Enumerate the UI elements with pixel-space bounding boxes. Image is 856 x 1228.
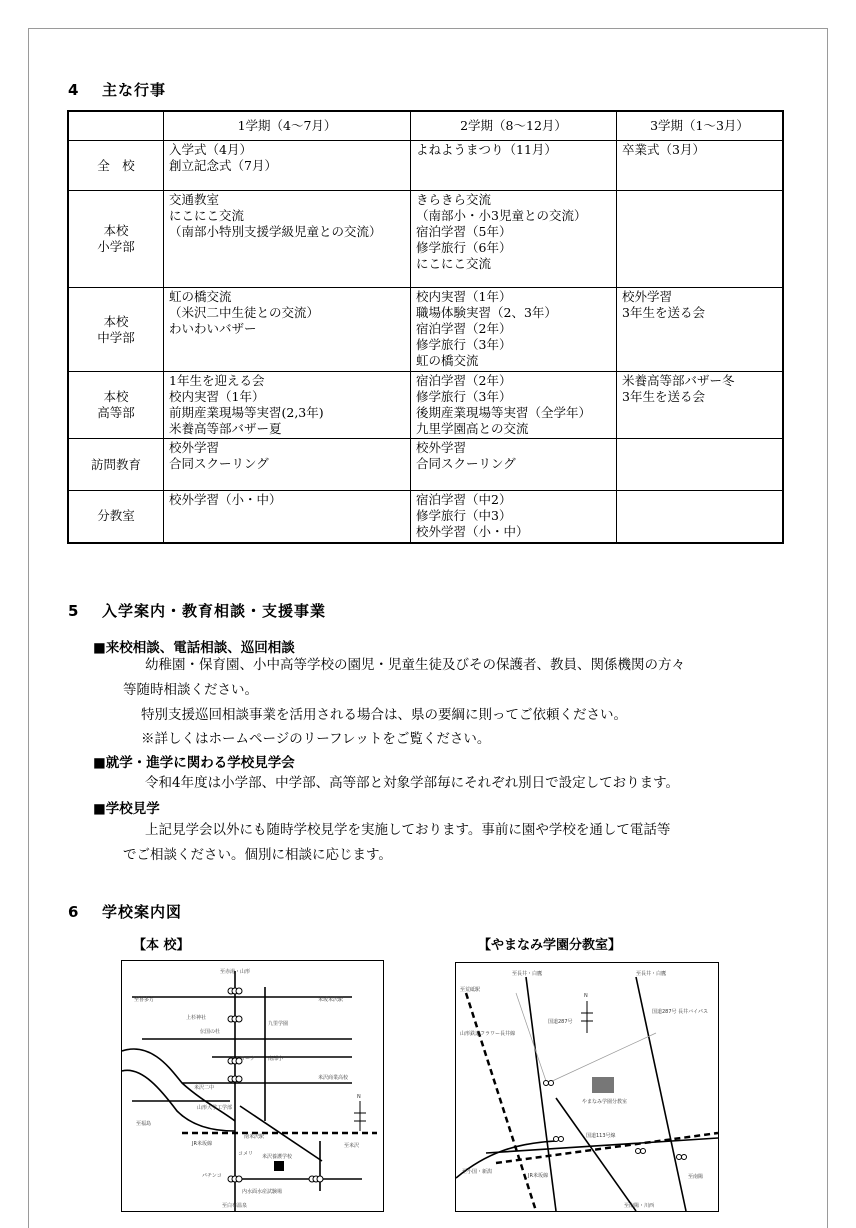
table-cell bbox=[617, 372, 784, 439]
table-cell bbox=[411, 288, 617, 372]
map1-label: 伝国の杜 bbox=[200, 1029, 221, 1035]
row-label-line: 本校 bbox=[103, 389, 129, 404]
branch-school-map bbox=[455, 962, 719, 1212]
paragraph: 等随時相談ください。 bbox=[123, 682, 258, 698]
table-cell bbox=[164, 288, 411, 372]
table-cell bbox=[617, 141, 784, 191]
column-header: 3学期（1～3月） bbox=[617, 111, 784, 141]
row-header-cell bbox=[68, 288, 164, 372]
map-label-main-school: 【本 校】 bbox=[133, 938, 190, 953]
paragraph: ※詳しくはホームページのリーフレットをご覧ください。 bbox=[141, 731, 491, 747]
table-row bbox=[68, 372, 783, 439]
event-line: にこにこ交流 bbox=[169, 208, 245, 223]
map1-label: ヨーク bbox=[240, 1056, 256, 1062]
main-school-map bbox=[121, 960, 384, 1212]
map1-label: 至福島 bbox=[136, 1121, 152, 1127]
event-line: 米養高等部バザー夏 bbox=[169, 421, 282, 436]
map1-label: 九里学園 bbox=[268, 1021, 289, 1027]
event-line: 1年生を迎える会 bbox=[169, 373, 265, 388]
section-5-heading bbox=[68, 600, 326, 621]
event-line: 校外学習 bbox=[416, 440, 467, 455]
event-line: （南部小・小3児童との交流） bbox=[416, 208, 587, 223]
map1-label: 米沢二中 bbox=[194, 1085, 215, 1091]
subheading-tour-events: ■就学・進学に関わる学校見学会 bbox=[93, 755, 295, 771]
row-label-line: 中学部 bbox=[97, 329, 135, 345]
event-line: 虹の橋交流 bbox=[416, 353, 479, 368]
map1-label: 至白布温泉 bbox=[222, 1203, 248, 1209]
event-line: 校外学習（小・中） bbox=[169, 492, 282, 507]
map2-north: N bbox=[584, 993, 588, 999]
map1-north: N bbox=[357, 1094, 361, 1100]
section-number: 4 bbox=[68, 81, 80, 99]
event-line: 3年生を送る会 bbox=[622, 389, 705, 404]
table-row bbox=[68, 439, 783, 491]
row-label-line: 高等部 bbox=[97, 405, 135, 420]
event-line: 虹の橋交流 bbox=[169, 289, 232, 304]
map1-label: 南米沢駅 bbox=[244, 1134, 265, 1140]
event-line: きらきら交流 bbox=[416, 192, 492, 207]
column-header bbox=[68, 111, 164, 141]
subheading-school-visit: ■学校見学 bbox=[93, 801, 160, 817]
event-line: 修学旅行（3年） bbox=[416, 389, 512, 404]
paragraph: 令和4年度は小学部、中学部、高等部と対象学部毎にそれぞれ別日で設定しております。 bbox=[145, 775, 680, 791]
event-line: 前期産業現場等実習(2,3年) bbox=[169, 405, 324, 420]
event-line: 職場体験実習（2、3年） bbox=[416, 305, 557, 320]
section-number: 5 bbox=[68, 602, 80, 620]
table-cell bbox=[617, 288, 784, 372]
event-line: 宿泊学習（2年） bbox=[416, 373, 512, 388]
section-title: 学校案内図 bbox=[102, 903, 183, 921]
map-label-branch: 【やまなみ学園分教室】 bbox=[478, 938, 622, 953]
table-row bbox=[68, 191, 783, 288]
table-cell bbox=[617, 491, 784, 543]
event-line: 合同スクーリング bbox=[169, 456, 269, 471]
table-cell bbox=[164, 372, 411, 439]
table-cell bbox=[617, 191, 784, 288]
table-cell bbox=[411, 191, 617, 288]
map2-label: 国道113号線 bbox=[586, 1133, 616, 1139]
row-label-line: 訪問教育 bbox=[90, 456, 141, 472]
table-cell bbox=[164, 191, 411, 288]
map1-label: JR米坂線 bbox=[192, 1141, 212, 1147]
event-line: 創立記念式（7月） bbox=[169, 158, 277, 173]
event-line: 修学旅行（6年） bbox=[416, 240, 512, 255]
section-number: 6 bbox=[68, 903, 80, 921]
column-header: 1学期（4～7月） bbox=[164, 111, 411, 141]
map2-label: 山形鉄道フラワー長井線 bbox=[460, 1031, 516, 1037]
row-header-cell bbox=[68, 191, 164, 288]
event-line: にこにこ交流 bbox=[416, 256, 492, 271]
row-label-line: 本校 bbox=[103, 223, 129, 238]
event-line: 校外学習 bbox=[622, 289, 673, 304]
row-label-line: 本校 bbox=[103, 313, 129, 329]
paragraph: 上記見学会以外にも随時学校見学を実施しております。事前に園や学校を通して電話等 bbox=[145, 822, 671, 838]
map2-label: JR米坂線 bbox=[528, 1173, 548, 1179]
event-line: 交通教室 bbox=[169, 192, 220, 207]
map1-label: パチンコ bbox=[202, 1173, 222, 1179]
table-cell bbox=[164, 491, 411, 543]
event-line: 宿泊学習（2年） bbox=[416, 321, 512, 336]
event-line: 入学式（4月） bbox=[169, 142, 252, 157]
paragraph: でご相談ください。個別に相談に応じます。 bbox=[123, 847, 392, 863]
main-school-map-drawing bbox=[122, 961, 383, 1211]
table-cell bbox=[411, 141, 617, 191]
row-header-cell bbox=[68, 491, 164, 543]
row-header-cell bbox=[68, 439, 164, 491]
row-header-cell bbox=[68, 141, 164, 191]
map2-label: 至長井・白鷹 bbox=[636, 971, 667, 977]
table-cell bbox=[164, 439, 411, 491]
map1-label: 内水面水産試験場 bbox=[242, 1189, 283, 1195]
map2-label: 至長井・白鷹 bbox=[512, 971, 543, 977]
map2-label: 至南陽・川西 bbox=[624, 1203, 655, 1209]
section-6-heading bbox=[68, 901, 182, 922]
event-line: 修学旅行（3年） bbox=[416, 337, 512, 352]
event-line: 3年生を送る会 bbox=[622, 305, 705, 320]
event-line: （南部小特別支援学級児童との交流） bbox=[169, 224, 382, 239]
row-label-line: 分教室 bbox=[97, 508, 135, 524]
map1-label: 至米沢 bbox=[344, 1143, 360, 1149]
column-header: 2学期（8～12月） bbox=[411, 111, 617, 141]
table-cell bbox=[411, 491, 617, 543]
map2-label: 至小国・新潟 bbox=[462, 1169, 493, 1175]
map1-label: 米沢商業高校 bbox=[318, 1075, 349, 1081]
map1-label: 至赤湯・山形 bbox=[220, 969, 251, 975]
event-line: 九里学園高との交流 bbox=[416, 421, 529, 436]
map2-label: 至荒砥駅 bbox=[460, 987, 481, 993]
event-line: （米沢二中生徒との交流） bbox=[169, 305, 320, 320]
event-line: 校内実習（1年） bbox=[169, 389, 265, 404]
map2-label: 国道287号 bbox=[548, 1019, 573, 1025]
table-row bbox=[68, 491, 783, 543]
map2-label: 至南陽 bbox=[688, 1174, 704, 1180]
table-cell bbox=[164, 141, 411, 191]
section-title: 主な行事 bbox=[102, 81, 167, 99]
subheading-consultation: ■来校相談、電話相談、巡回相談 bbox=[93, 640, 295, 656]
event-line: 校外学習（小・中） bbox=[416, 524, 529, 539]
map1-label: コメリ bbox=[238, 1151, 254, 1157]
branch-school-map-drawing bbox=[456, 963, 718, 1211]
event-line: 米養高等部バザー冬 bbox=[622, 373, 735, 388]
table-row bbox=[68, 141, 783, 191]
section-title: 入学案内・教育相談・支援事業 bbox=[102, 602, 327, 620]
events-table bbox=[67, 110, 784, 544]
paragraph: 特別支援巡回相談事業を活用される場合は、県の要綱に則ってご依頼ください。 bbox=[141, 707, 627, 723]
paragraph: 幼稚園・保育園、小中高等学校の園児・児童生徒及びその保護者、教員、関係機関の方々 bbox=[145, 657, 685, 673]
event-line: 宿泊学習（中2） bbox=[416, 492, 512, 507]
map1-label: 上杉神社 bbox=[186, 1015, 207, 1021]
event-line: 校内実習（1年） bbox=[416, 289, 512, 304]
table-header-row bbox=[68, 111, 783, 141]
event-line: 後期産業現場等実習（全学年） bbox=[416, 405, 592, 420]
event-line: 校外学習 bbox=[169, 440, 220, 455]
map1-label: 至喜多方 bbox=[134, 997, 155, 1003]
event-line: よねようまつり（11月） bbox=[416, 142, 557, 157]
table-cell bbox=[411, 372, 617, 439]
table-cell bbox=[617, 439, 784, 491]
event-line: 宿泊学習（5年） bbox=[416, 224, 512, 239]
section-4-heading bbox=[68, 79, 166, 100]
map1-label: 山形大学工学部 bbox=[197, 1105, 233, 1111]
map2-label: やまなみ学園分教室 bbox=[582, 1099, 628, 1105]
event-line: わいわいバザー bbox=[169, 321, 257, 336]
table-cell bbox=[411, 439, 617, 491]
event-line: 修学旅行（中3） bbox=[416, 508, 512, 523]
row-label-line: 全 校 bbox=[97, 157, 135, 173]
map1-label: 南部小 bbox=[268, 1056, 284, 1062]
table-row bbox=[68, 288, 783, 372]
map1-label: 米沢養護学校 bbox=[262, 1154, 293, 1160]
row-header-cell bbox=[68, 372, 164, 439]
map2-label: 国道287号 長井バイパス bbox=[652, 1009, 709, 1015]
row-label-line: 小学部 bbox=[97, 239, 135, 254]
event-line: 合同スクーリング bbox=[416, 456, 516, 471]
map1-label: 米坂米沢駅 bbox=[318, 997, 344, 1003]
event-line: 卒業式（3月） bbox=[622, 142, 705, 157]
